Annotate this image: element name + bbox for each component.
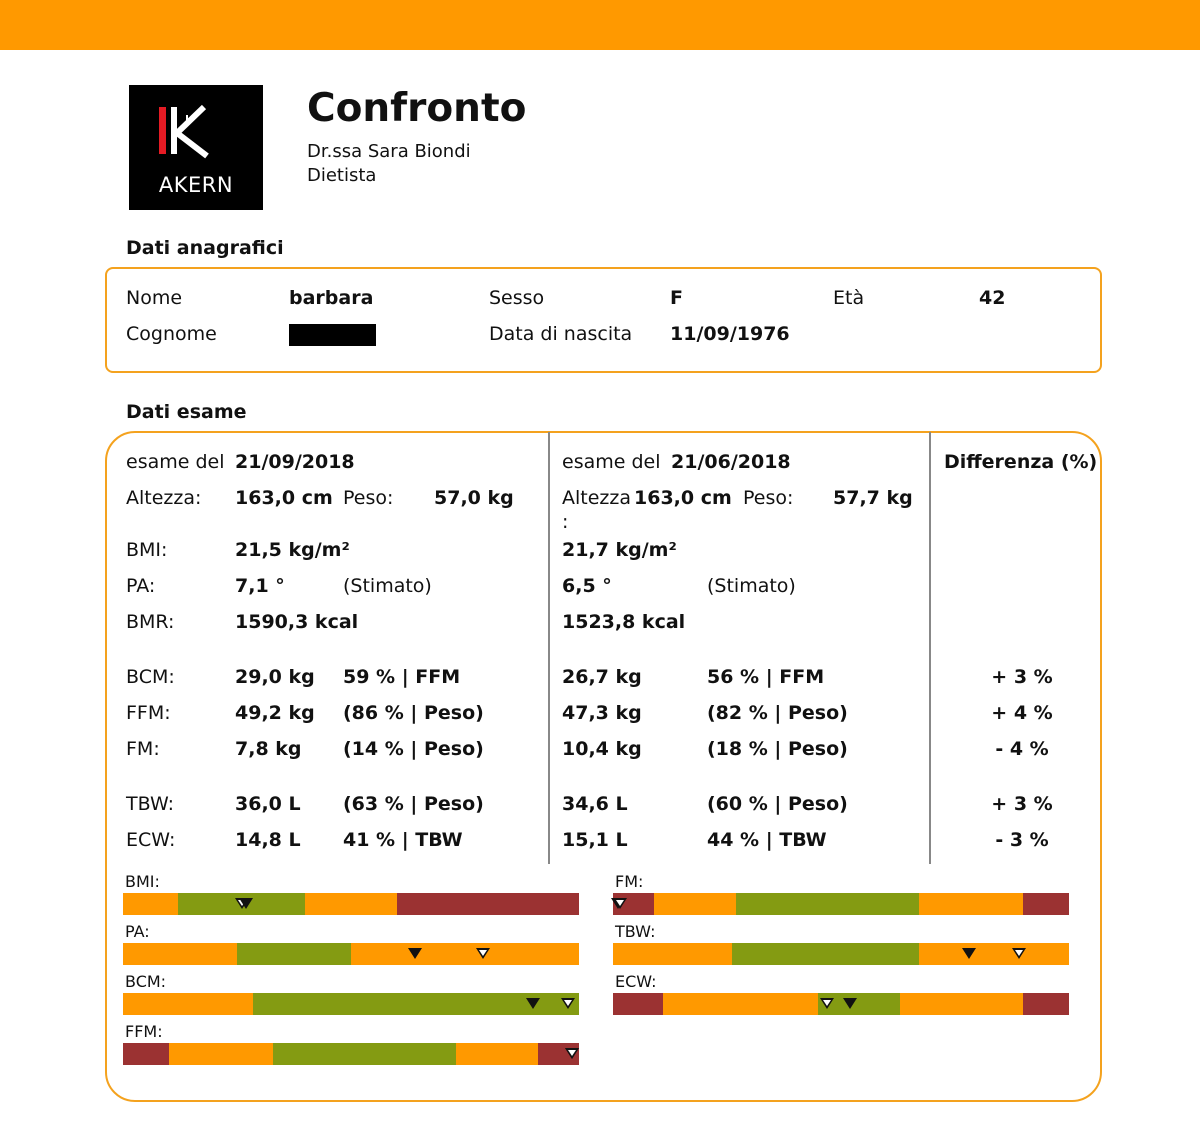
gauge-bar-bcm bbox=[123, 993, 579, 1015]
logo-brand-text: AKERN bbox=[158, 173, 234, 197]
diff-header: Differenza (%) bbox=[944, 451, 1098, 473]
exam2-bcm: 26,7 kg bbox=[562, 666, 642, 688]
gauge-bar-ffm bbox=[123, 1043, 579, 1065]
exam1-date: 21/09/2018 bbox=[235, 451, 355, 473]
gauge-segment-orange bbox=[654, 893, 736, 915]
exam1-fm-pct: (14 % | Peso) bbox=[343, 738, 484, 760]
diff-bcm: + 3 % bbox=[991, 666, 1053, 688]
exam1-bcm-label: BCM: bbox=[126, 666, 175, 688]
gauge-segment-green bbox=[237, 943, 351, 965]
diff-fm: - 4 % bbox=[995, 738, 1049, 760]
gauge-segment-green bbox=[273, 1043, 455, 1065]
exam1-bmi-label: BMI: bbox=[126, 539, 168, 561]
gauge-label-ecw: ECW: bbox=[615, 972, 657, 991]
exam2-peso-label: Peso: bbox=[743, 487, 794, 509]
sesso-label: Sesso bbox=[489, 287, 545, 309]
exam1-bcm: 29,0 kg bbox=[235, 666, 315, 688]
exam1-ffm: 49,2 kg bbox=[235, 702, 315, 724]
exam2-altezza-colon: : bbox=[562, 511, 569, 533]
exam2-ffm: 47,3 kg bbox=[562, 702, 642, 724]
gauge-label-pa: PA: bbox=[125, 922, 150, 941]
exam1-fm: 7,8 kg bbox=[235, 738, 302, 760]
gauge-marker-previous-icon bbox=[476, 948, 490, 959]
gauge-label-bmi: BMI: bbox=[125, 872, 160, 891]
exam1-bmr: 1590,3 kcal bbox=[235, 611, 359, 633]
nascita-value: 11/09/1976 bbox=[670, 323, 790, 345]
exam2-ecw: 15,1 L bbox=[562, 829, 628, 851]
exam2-altezza-label: Altezza bbox=[562, 487, 632, 509]
gauge-marker-previous-icon bbox=[820, 998, 834, 1009]
exam2-date-label: esame del bbox=[562, 451, 661, 473]
gauge-bar-fm bbox=[613, 893, 1069, 915]
exam1-pa-note: (Stimato) bbox=[343, 575, 432, 597]
column-divider-2 bbox=[929, 432, 931, 864]
gauge-marker-previous-icon bbox=[613, 898, 627, 909]
gauge-segment-green bbox=[736, 893, 918, 915]
exam2-ffm-pct: (82 % | Peso) bbox=[707, 702, 848, 724]
doctor-name: Dr.ssa Sara Biondi bbox=[307, 141, 471, 162]
anagrafica-box bbox=[105, 267, 1102, 373]
diff-ffm: + 4 % bbox=[991, 702, 1053, 724]
exam1-pa: 7,1 ° bbox=[235, 575, 285, 597]
sesso-value: F bbox=[670, 287, 683, 309]
gauge-segment-orange bbox=[900, 993, 1023, 1015]
exam2-pa-note: (Stimato) bbox=[707, 575, 796, 597]
gauge-bar-tbw bbox=[613, 943, 1069, 965]
exam1-ecw: 14,8 L bbox=[235, 829, 301, 851]
exam2-altezza: 163,0 cm bbox=[634, 487, 732, 509]
exam2-date: 21/06/2018 bbox=[671, 451, 791, 473]
gauge-segment-orange bbox=[613, 943, 732, 965]
gauge-segment-orange bbox=[663, 993, 818, 1015]
gauge-segment-orange bbox=[305, 893, 396, 915]
gauge-marker-previous-icon bbox=[561, 998, 575, 1009]
doctor-role: Dietista bbox=[307, 165, 377, 186]
gauge-label-fm: FM: bbox=[615, 872, 644, 891]
gauge-marker-current-icon bbox=[239, 898, 253, 909]
section-title-esame: Dati esame bbox=[126, 401, 247, 423]
gauge-segment-orange bbox=[351, 943, 579, 965]
exam1-ecw-pct: 41 % | TBW bbox=[343, 829, 463, 851]
exam1-ffm-pct: (86 % | Peso) bbox=[343, 702, 484, 724]
exam1-peso-label: Peso: bbox=[343, 487, 394, 509]
gauge-segment-red bbox=[1023, 993, 1069, 1015]
top-accent-bar bbox=[0, 0, 1200, 50]
gauge-segment-orange bbox=[123, 943, 237, 965]
exam2-fm: 10,4 kg bbox=[562, 738, 642, 760]
exam1-bmr-label: BMR: bbox=[126, 611, 175, 633]
exam2-bcm-pct: 56 % | FFM bbox=[707, 666, 825, 688]
exam1-fm-label: FM: bbox=[126, 738, 160, 760]
exam1-date-label: esame del bbox=[126, 451, 225, 473]
cognome-label: Cognome bbox=[126, 323, 217, 345]
exam1-ecw-label: ECW: bbox=[126, 829, 176, 851]
gauge-label-tbw: TBW: bbox=[615, 922, 656, 941]
gauge-segment-red bbox=[613, 993, 663, 1015]
exam2-bmi: 21,7 kg/m² bbox=[562, 539, 677, 561]
exam1-pa-label: PA: bbox=[126, 575, 156, 597]
page-title: Confronto bbox=[307, 86, 527, 131]
exam2-peso: 57,7 kg bbox=[833, 487, 913, 509]
gauge-marker-current-icon bbox=[843, 998, 857, 1009]
eta-value: 42 bbox=[979, 287, 1006, 309]
exam1-altezza-label: Altezza: bbox=[126, 487, 202, 509]
exam2-tbw: 34,6 L bbox=[562, 793, 628, 815]
exam1-tbw: 36,0 L bbox=[235, 793, 301, 815]
exam1-peso: 57,0 kg bbox=[434, 487, 514, 509]
gauge-segment-orange bbox=[123, 893, 178, 915]
gauge-segment-red bbox=[1023, 893, 1069, 915]
gauge-segment-orange bbox=[919, 943, 1069, 965]
diff-tbw: + 3 % bbox=[991, 793, 1053, 815]
gauge-marker-current-icon bbox=[962, 948, 976, 959]
exam2-fm-pct: (18 % | Peso) bbox=[707, 738, 848, 760]
exam2-pa: 6,5 ° bbox=[562, 575, 612, 597]
gauge-segment-orange bbox=[919, 893, 1024, 915]
nascita-label: Data di nascita bbox=[489, 323, 633, 345]
akern-logo bbox=[129, 85, 263, 210]
gauge-segment-orange bbox=[456, 1043, 538, 1065]
gauge-marker-current-icon bbox=[408, 948, 422, 959]
gauge-bar-pa bbox=[123, 943, 579, 965]
gauge-label-bcm: BCM: bbox=[125, 972, 167, 991]
gauge-segment-red bbox=[123, 1043, 169, 1065]
gauge-segment-orange bbox=[169, 1043, 274, 1065]
cognome-redacted bbox=[289, 324, 376, 346]
section-title-anagrafici: Dati anagrafici bbox=[126, 237, 284, 259]
gauge-segment-red bbox=[397, 893, 579, 915]
gauge-marker-current-icon bbox=[526, 998, 540, 1009]
exam2-ecw-pct: 44 % | TBW bbox=[707, 829, 827, 851]
gauge-marker-previous-icon bbox=[565, 1048, 579, 1059]
diff-ecw: - 3 % bbox=[995, 829, 1049, 851]
nome-value: barbara bbox=[289, 287, 374, 309]
eta-label: Età bbox=[833, 287, 865, 309]
column-divider-1 bbox=[548, 432, 550, 864]
exam1-tbw-label: TBW: bbox=[126, 793, 175, 815]
exam1-bcm-pct: 59 % | FFM bbox=[343, 666, 461, 688]
gauge-segment-green bbox=[732, 943, 919, 965]
gauge-segment-orange bbox=[123, 993, 253, 1015]
exam1-ffm-label: FFM: bbox=[126, 702, 171, 724]
exam2-tbw-pct: (60 % | Peso) bbox=[707, 793, 848, 815]
exam1-altezza: 163,0 cm bbox=[235, 487, 333, 509]
gauge-marker-previous-icon bbox=[1012, 948, 1026, 959]
exam2-bmr: 1523,8 kcal bbox=[562, 611, 686, 633]
gauge-label-ffm: FFM: bbox=[125, 1022, 163, 1041]
gauge-bar-ecw bbox=[613, 993, 1069, 1015]
exam1-bmi: 21,5 kg/m² bbox=[235, 539, 350, 561]
nome-label: Nome bbox=[126, 287, 183, 309]
exam1-tbw-pct: (63 % | Peso) bbox=[343, 793, 484, 815]
gauge-bar-bmi bbox=[123, 893, 579, 915]
